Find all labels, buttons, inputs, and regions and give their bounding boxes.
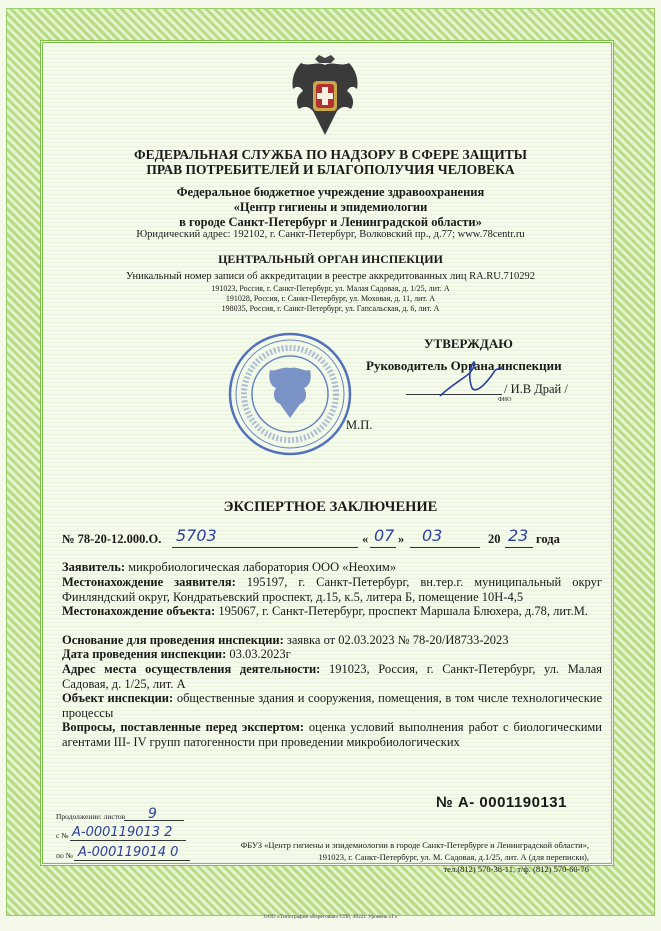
official-stamp-icon [228, 332, 352, 456]
footer-org-line1: ФБУЗ «Центр гигиены и эпидемиологии в городе Санкт-Петербурге и Ленинградской области», [240, 840, 589, 850]
number-underline [172, 547, 358, 548]
inspection-body-title: ЦЕНТРАЛЬНЫЙ ОРГАН ИНСПЕКЦИИ [218, 252, 443, 266]
field-inspection-object: Объект инспекции: общественные здания и сооружения, помещения, в том числе технологические процессы [62, 691, 602, 720]
month-underline [410, 547, 480, 548]
field-inspection-basis: Основание для проведения инспекции: заявка от 02.03.2023 № 78-20/И8733-2023 [62, 633, 509, 647]
org1-line1: ФЕДЕРАЛЬНАЯ СЛУЖБА ПО НАДЗОРУ В СФЕРЕ ЗАЩИТЫ [133, 147, 527, 162]
continuation-underline [124, 820, 184, 821]
address-1: 191023, Россия, г. Санкт-Петербург, ул. Малая Садовая, д. 1/25, лит. А [211, 284, 450, 293]
date-year-prefix: 20 [488, 532, 501, 546]
date-open-quote: « [362, 532, 369, 546]
accreditation-number: Уникальный номер записи об аккредитации в реестре аккредитованных лиц RA.RU.710292 [125, 271, 536, 282]
from-number-label: с № [56, 831, 69, 840]
date-year: 23 [508, 526, 529, 545]
day-underline [370, 547, 396, 548]
field-object-location: Местонахождение объекта: 195067, г. Санкт-Петербург, проспект Маршала Блюхера, д.78, лит.М. [62, 604, 588, 618]
conclusion-number: 5703 [176, 526, 217, 545]
date-day: 07 [374, 526, 395, 545]
footer-org-line2: 191023, г. Санкт-Петербург, ул. М. Садовая, д.1/25, лит. А (для переписки), [318, 852, 589, 862]
date-close-quote: » [398, 532, 405, 546]
fio-label: ФИО [498, 397, 512, 403]
to-number-label: по № [56, 851, 73, 860]
signature-icon [436, 358, 506, 400]
org2-line2: «Центр гигиены и эпидемиологии [233, 200, 428, 214]
field-expert-questions: Вопросы, поставленные перед экспертом: оценка условий выполнения работ с биологическими агентами III- IV групп патогенности при проведении микробиологических [62, 720, 602, 749]
address-3: 198035, Россия, г. Санкт-Петербург, ул. Гапсальская, д. 6, лит. А [221, 304, 440, 313]
approval-position: Руководитель Органа инспекции [366, 358, 562, 373]
date-year-suffix: года [536, 532, 560, 546]
form-serial-number: № А- 0001190131 [436, 794, 567, 811]
footer-org-line3: тел.(812) 570-38-11, т/ф. (812) 570-60-76 [443, 864, 589, 874]
document-title: ЭКСПЕРТНОЕ ЗАКЛЮЧЕНИЕ [223, 499, 438, 515]
org2-line3: в городе Санкт-Петербург и Ленинградской области» [179, 215, 482, 229]
org2-line1: Федеральное бюджетное учреждение здравоохранения [176, 185, 485, 199]
to-underline [74, 860, 190, 861]
field-applicant: Заявитель: микробиологическая лаборатория ООО «Неохим» [62, 560, 397, 574]
from-number: А-000119013 2 [72, 825, 173, 840]
to-number: А-000119014 0 [78, 845, 179, 860]
legal-address: Юридический адрес: 192102, г. Санкт-Петербург, Волковский пр., д.77; www.78centr.ru [136, 229, 525, 240]
field-inspection-date: Дата проведения инспекции: 03.03.2023г [62, 647, 291, 661]
field-applicant-location: Местонахождение заявителя: 195197, г. Санкт-Петербург, вн.тер.г. муниципальный округ Финляндский округ, Кондратьевский проспект, д.15, к.5, литера Б, помещение 10Н-4,5 [62, 575, 602, 604]
from-underline [70, 840, 186, 841]
seal-place-label: М.П. [346, 418, 373, 432]
printer-imprint: ООО «Типография «Береговая» СПб, 2022г. Уровень «Г» [263, 914, 398, 920]
double-eagle-emblem-icon [287, 55, 363, 141]
continuation-label: Продолжение: листов [56, 812, 126, 821]
address-2: 191028, Россия, г. Санкт-Петербург, ул. Моховая, д. 11, лит. А [225, 294, 436, 303]
approver-name: / И.В Драй / [504, 382, 568, 396]
org1-line2: ПРАВ ПОТРЕБИТЕЛЕЙ И БЛАГОПОЛУЧИЯ ЧЕЛОВЕКА [146, 162, 515, 177]
field-activity-address: Адрес места осуществления деятельности: 191023, Россия, г. Санкт-Петербург, ул. Малая Садовая, д. 1/25, лит. А [62, 662, 602, 691]
approval-title: УТВЕРЖДАЮ [424, 336, 513, 351]
date-month: 03 [422, 526, 443, 545]
conclusion-number-prefix: № 78-20-12.000.О. [62, 532, 162, 546]
year-underline [505, 547, 533, 548]
continuation-sheets: 9 [148, 806, 157, 822]
